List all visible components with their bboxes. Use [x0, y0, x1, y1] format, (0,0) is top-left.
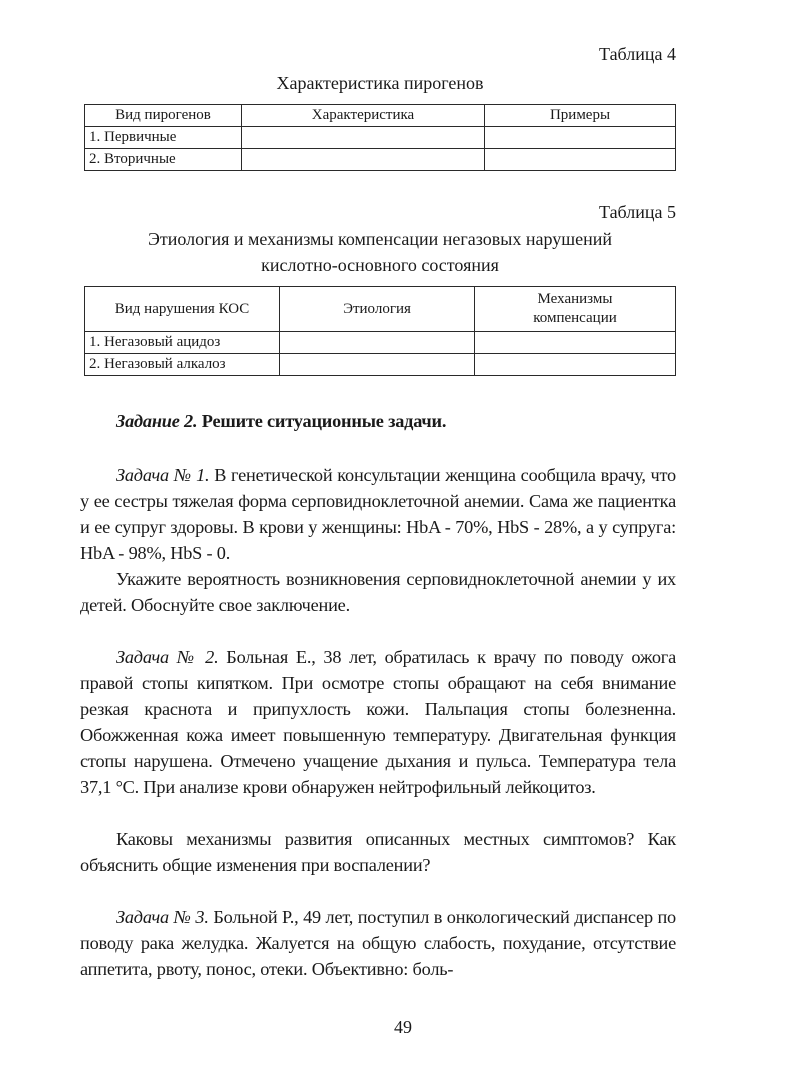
table-header-row — [85, 105, 676, 127]
table-cell — [242, 127, 485, 149]
table-cell — [475, 332, 676, 354]
table-header-cell: Механизмы компенсации — [475, 287, 676, 332]
table-header-row — [85, 287, 676, 332]
table-cell: 2. Вторичные — [85, 149, 242, 171]
problem-2-text — [80, 644, 676, 800]
table-4-title: Характеристика пирогенов — [276, 73, 484, 93]
table-cell — [485, 149, 676, 171]
task-text: Решите ситуационные задачи. — [197, 411, 447, 431]
table-4-number: Таблица 4 — [599, 44, 676, 64]
table-header-cell: Вид пирогенов — [85, 105, 242, 127]
table-row — [85, 149, 676, 171]
problem-3-text — [80, 904, 676, 982]
table-5-title-line-1: Этиология и механизмы компенсации негазовых нарушений — [147, 229, 612, 249]
problem-body: Больная Е., 38 лет, обратилась к врачу по поводу ожога правой стопы кипятком. При осмотре стопы обращают на себя внимание резкая краснота и припухлость кожи. Пальпация стопы болезненна. Обожженная кожа имеет повышенную температуру. Двигательная функция стопы нарушена. Отмечено учащение дыхания и пульса. Температура тела 37,1 °С. При анализе крови обнаружен нейтрофильный лейкоцитоз. — [80, 647, 676, 797]
table-cell: 2. Негазовый алкалоз — [85, 354, 280, 376]
table-header-cell: Примеры — [485, 105, 676, 127]
table-4 — [84, 104, 676, 171]
task-2-heading — [80, 408, 676, 434]
table-cell — [242, 149, 485, 171]
table-header-cell: Вид нарушения КОС — [85, 287, 280, 332]
table-cell — [475, 354, 676, 376]
table-cell: 1. Первичные — [85, 127, 242, 149]
page-number: 49 — [394, 1017, 412, 1037]
problem-label: Задача № 3. — [116, 907, 209, 927]
problem-body: Больной Р., 49 лет, поступил в онкологический диспансер по поводу рака желудка. Жалуется на общую слабость, похудание, отсутствие аппетита, рвоту, понос, отеки. Объективно: боль- — [80, 907, 677, 979]
table-cell — [485, 127, 676, 149]
problem-1-question: Укажите вероятность возникновения серповидноклеточной анемии у их детей. Обоснуйте свое заключение. — [80, 569, 676, 615]
table-cell — [280, 354, 475, 376]
problem-body: В генетической консультации женщина сообщила врачу, что у ее сестры тяжелая форма серповидноклеточной анемии. Сама же пациентка и ее супруг здоровы. В крови у женщины: HbA - 70%, HbS - 28%, а у супруга: HbA - 98%, HbS - 0. — [80, 465, 676, 563]
table-row — [85, 332, 676, 354]
task-label: Задание 2. — [116, 411, 198, 431]
problem-1-text — [80, 462, 676, 566]
problem-label: Задача № 2. — [116, 647, 219, 667]
table-row — [85, 354, 676, 376]
table-cell: 1. Негазовый ацидоз — [85, 332, 280, 354]
table-cell — [280, 332, 475, 354]
table-row — [85, 127, 676, 149]
table-5-number: Таблица 5 — [599, 202, 676, 222]
problem-label: Задача № 1. — [116, 465, 210, 485]
table-header-cell: Характеристика — [242, 105, 485, 127]
table-5-title-line-2: кислотно-основного состояния — [261, 255, 499, 275]
table-header-cell: Этиология — [280, 287, 475, 332]
table-5 — [84, 286, 676, 376]
problem-2-question: Каковы механизмы развития описанных местных симптомов? Как объяснить общие изменения при воспалении? — [80, 829, 676, 875]
